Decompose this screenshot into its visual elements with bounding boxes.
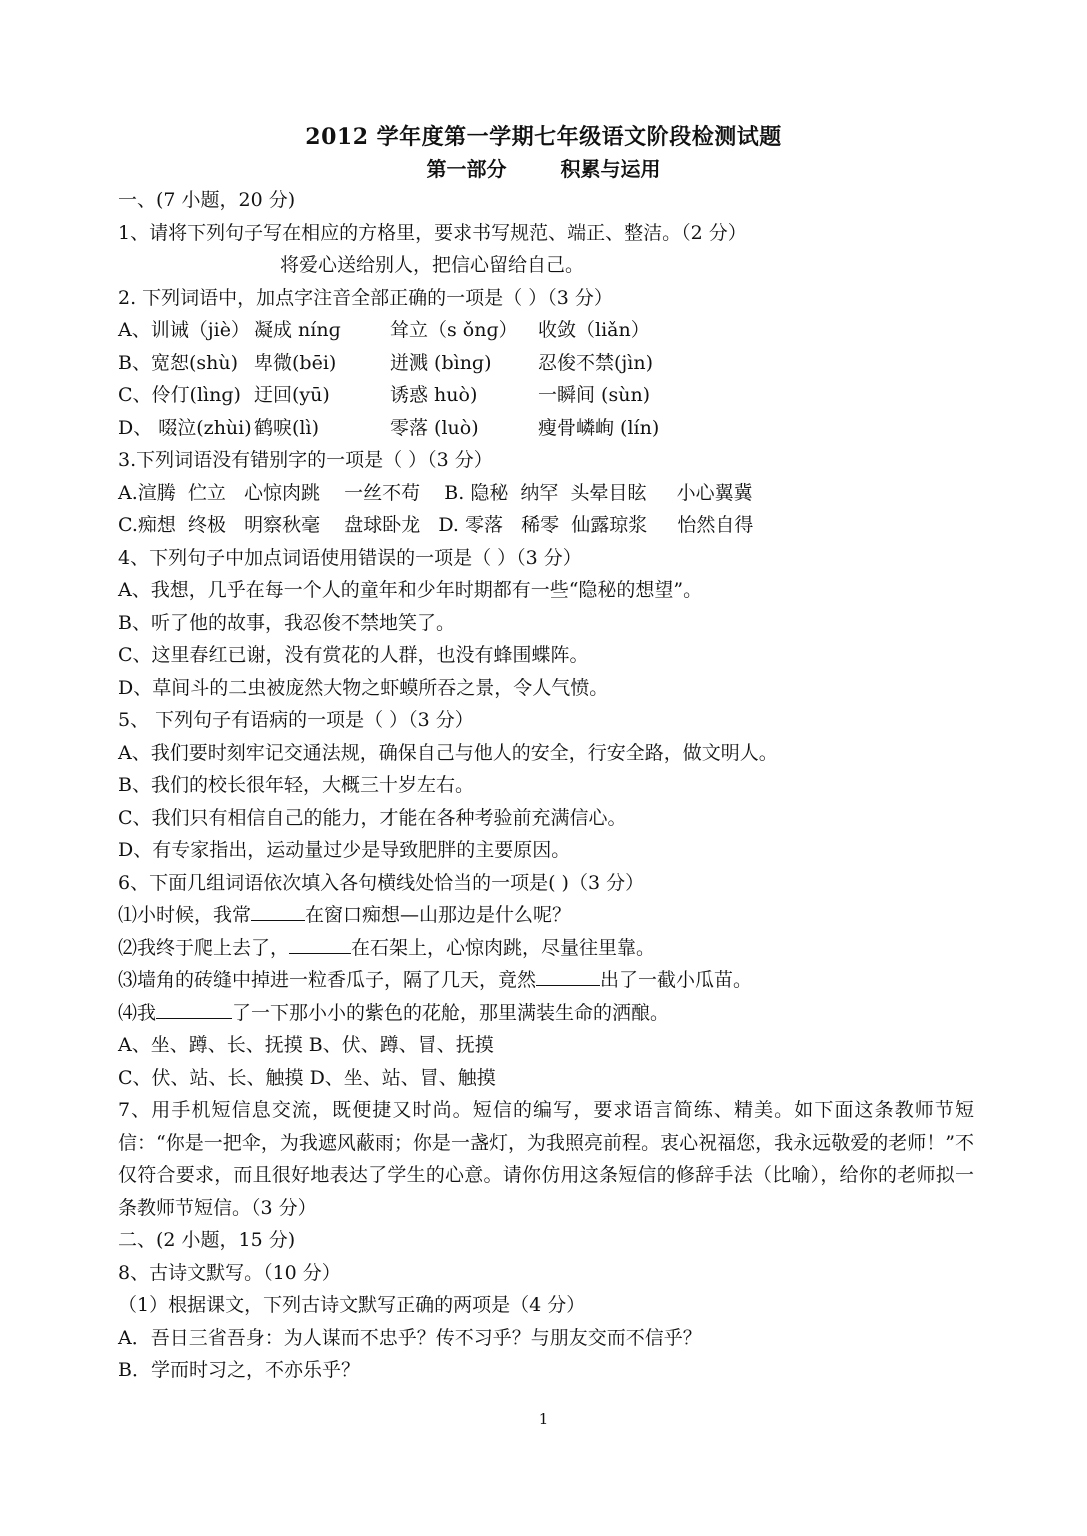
question-4-option-d: D、草间斗的二虫被庞然大物之虾蟆所吞之景，令人气愤。 (118, 676, 609, 699)
page-number: 1 (538, 1410, 549, 1428)
question-1-prompt: 1、请将下列句子写在相应的方格里，要求书写规范、端正、整洁。（2 分） (118, 221, 747, 244)
question-4-prompt: 4、下列句子中加点词语使用错误的一项是（ ）（3 分） (118, 546, 582, 569)
question-6-sentence-3: ⑶墙角的砖缝中掉进一粒香瓜子，隔了几天，竟然 出了一截小瓜苗。 (118, 964, 978, 997)
question-6-options-ab: A、坐、蹲、长、抚摸 B、伏、蹲、冒、抚摸 (118, 1034, 494, 1056)
fill-blank (156, 998, 232, 1019)
question-8-option-a: A．吾日三省吾身：为人谋而不忠乎？传不习乎？与朋友交而不信乎？ (118, 1326, 702, 1349)
question-2-option-c: C、伶仃(lìnɡ) 迂回(yū) 诱惑 huò) 一瞬间 (sùn) (118, 384, 651, 406)
exam-body (118, 184, 978, 1387)
section-heading-1: 一、(7 小题，20 分) (118, 189, 296, 211)
question-4-option-c: C、这里春红已谢，没有赏花的人群，也没有蜂围蝶阵。 (118, 644, 589, 666)
question-5-option-c: C、我们只有相信自己的能力，才能在各种考验前充满信心。 (118, 806, 627, 829)
question-6-sentence-2: ⑵我终于爬上去了， 在石架上，心惊肉跳，尽量往里靠。 (118, 932, 978, 965)
question-2-option-b: B、宽恕(shù) 卑微(bēi) 迸溅 (bìnɡ) 忍俊不禁(jìn) (118, 351, 654, 374)
question-5-prompt: 5、 下列句子有语病的一项是（ ）（3 分） (118, 709, 474, 731)
question-5-option-a: A、我们要时刻牢记交通法规，确保自己与他人的安全，行安全路，做文明人。 (118, 741, 778, 764)
part-label: 第一部分 (426, 157, 507, 181)
question-1-sentence: 将爱心送给别人，把信心留给自己。 (280, 254, 585, 276)
question-8-option-b: B．学而时习之，不亦乐乎？ (118, 1359, 360, 1381)
question-8-sub-1: （1）根据课文，下列古诗文默写正确的两项是（4 分） (118, 1294, 586, 1316)
fill-blank (251, 900, 305, 921)
fill-blank (289, 933, 351, 954)
question-8-prompt: 8、古诗文默写。（10 分） (118, 1261, 341, 1284)
section-heading-2: 二、(2 小题，15 分) (118, 1229, 296, 1251)
part-name: 积累与运用 (560, 157, 661, 181)
question-6-sentence-4: ⑷我 了一下那小小的紫色的花舱，那里满装生命的洒酿。 (118, 997, 978, 1030)
question-6-prompt: 6、下面几组词语依次填入各句横线处恰当的一项是( )（3 分） (118, 871, 645, 894)
question-2-prompt: 2. 下列词语中，加点字注音全部正确的一项是（ ）（3 分） (118, 286, 613, 309)
question-4-option-b: B、听了他的故事，我忍俊不禁地笑了。 (118, 611, 455, 634)
question-6-sentence-1: ⑴小时候，我常 在窗口痴想—山那边是什么呢？ (118, 899, 978, 932)
question-2-option-a: A、训诫（jiè） 凝成 nínɡ 耸立（s ǒnɡ） 收敛（liǎn） (118, 319, 650, 341)
question-3-options-ab: A.渲腾 伫立 心惊肉跳 一丝不苟 B. 隐秘 纳罕 头晕目眩 小心翼冀 (118, 481, 753, 504)
question-5-option-d: D、有专家指出，运动量过少是导致肥胖的主要原因。 (118, 839, 571, 861)
exam-title: 2012 学年度第一学期七年级语文阶段检测试题 (305, 124, 782, 150)
question-4-option-a: A、我想，几乎在每一个人的童年和少年时期都有一些“隐秘的想望”。 (118, 579, 703, 601)
question-2-option-d: D、 啜泣(zhùi) 鹤唳(lì) 零落 (luò) 瘦骨嶙峋 (lín) (118, 416, 660, 439)
fill-blank (536, 965, 600, 986)
question-3-prompt: 3.下列词语没有错别字的一项是（ ）（3 分） (118, 449, 493, 471)
question-6-options-cd: C、伏、站、长、触摸 D、坐、站、冒、触摸 (118, 1066, 496, 1089)
question-3-options-cd: C.痴想 终极 明察秋毫 盘球卧龙 D. 零落 稀零 仙露琼浆 怡然自得 (118, 514, 754, 536)
question-7-text: 7、用手机短信息交流，既便捷又时尚。短信的编写，要求语言简练、精美。如下面这条教师节短信：“你是一把伞，为我遮风蔽雨；你是一盏灯，为我照亮前程。衷心祝福您，我永远敬爱的老师！”不仅符合要求，而且很好地表达了学生的心意。请你仿用这条短信的修辞手法（比喻），给你的老师拟一条教师节短信。（3 分） (118, 1099, 974, 1219)
part-heading (0, 153, 1087, 182)
question-5-option-b: B、我们的校长很年轻，大概三十岁左右。 (118, 774, 474, 796)
